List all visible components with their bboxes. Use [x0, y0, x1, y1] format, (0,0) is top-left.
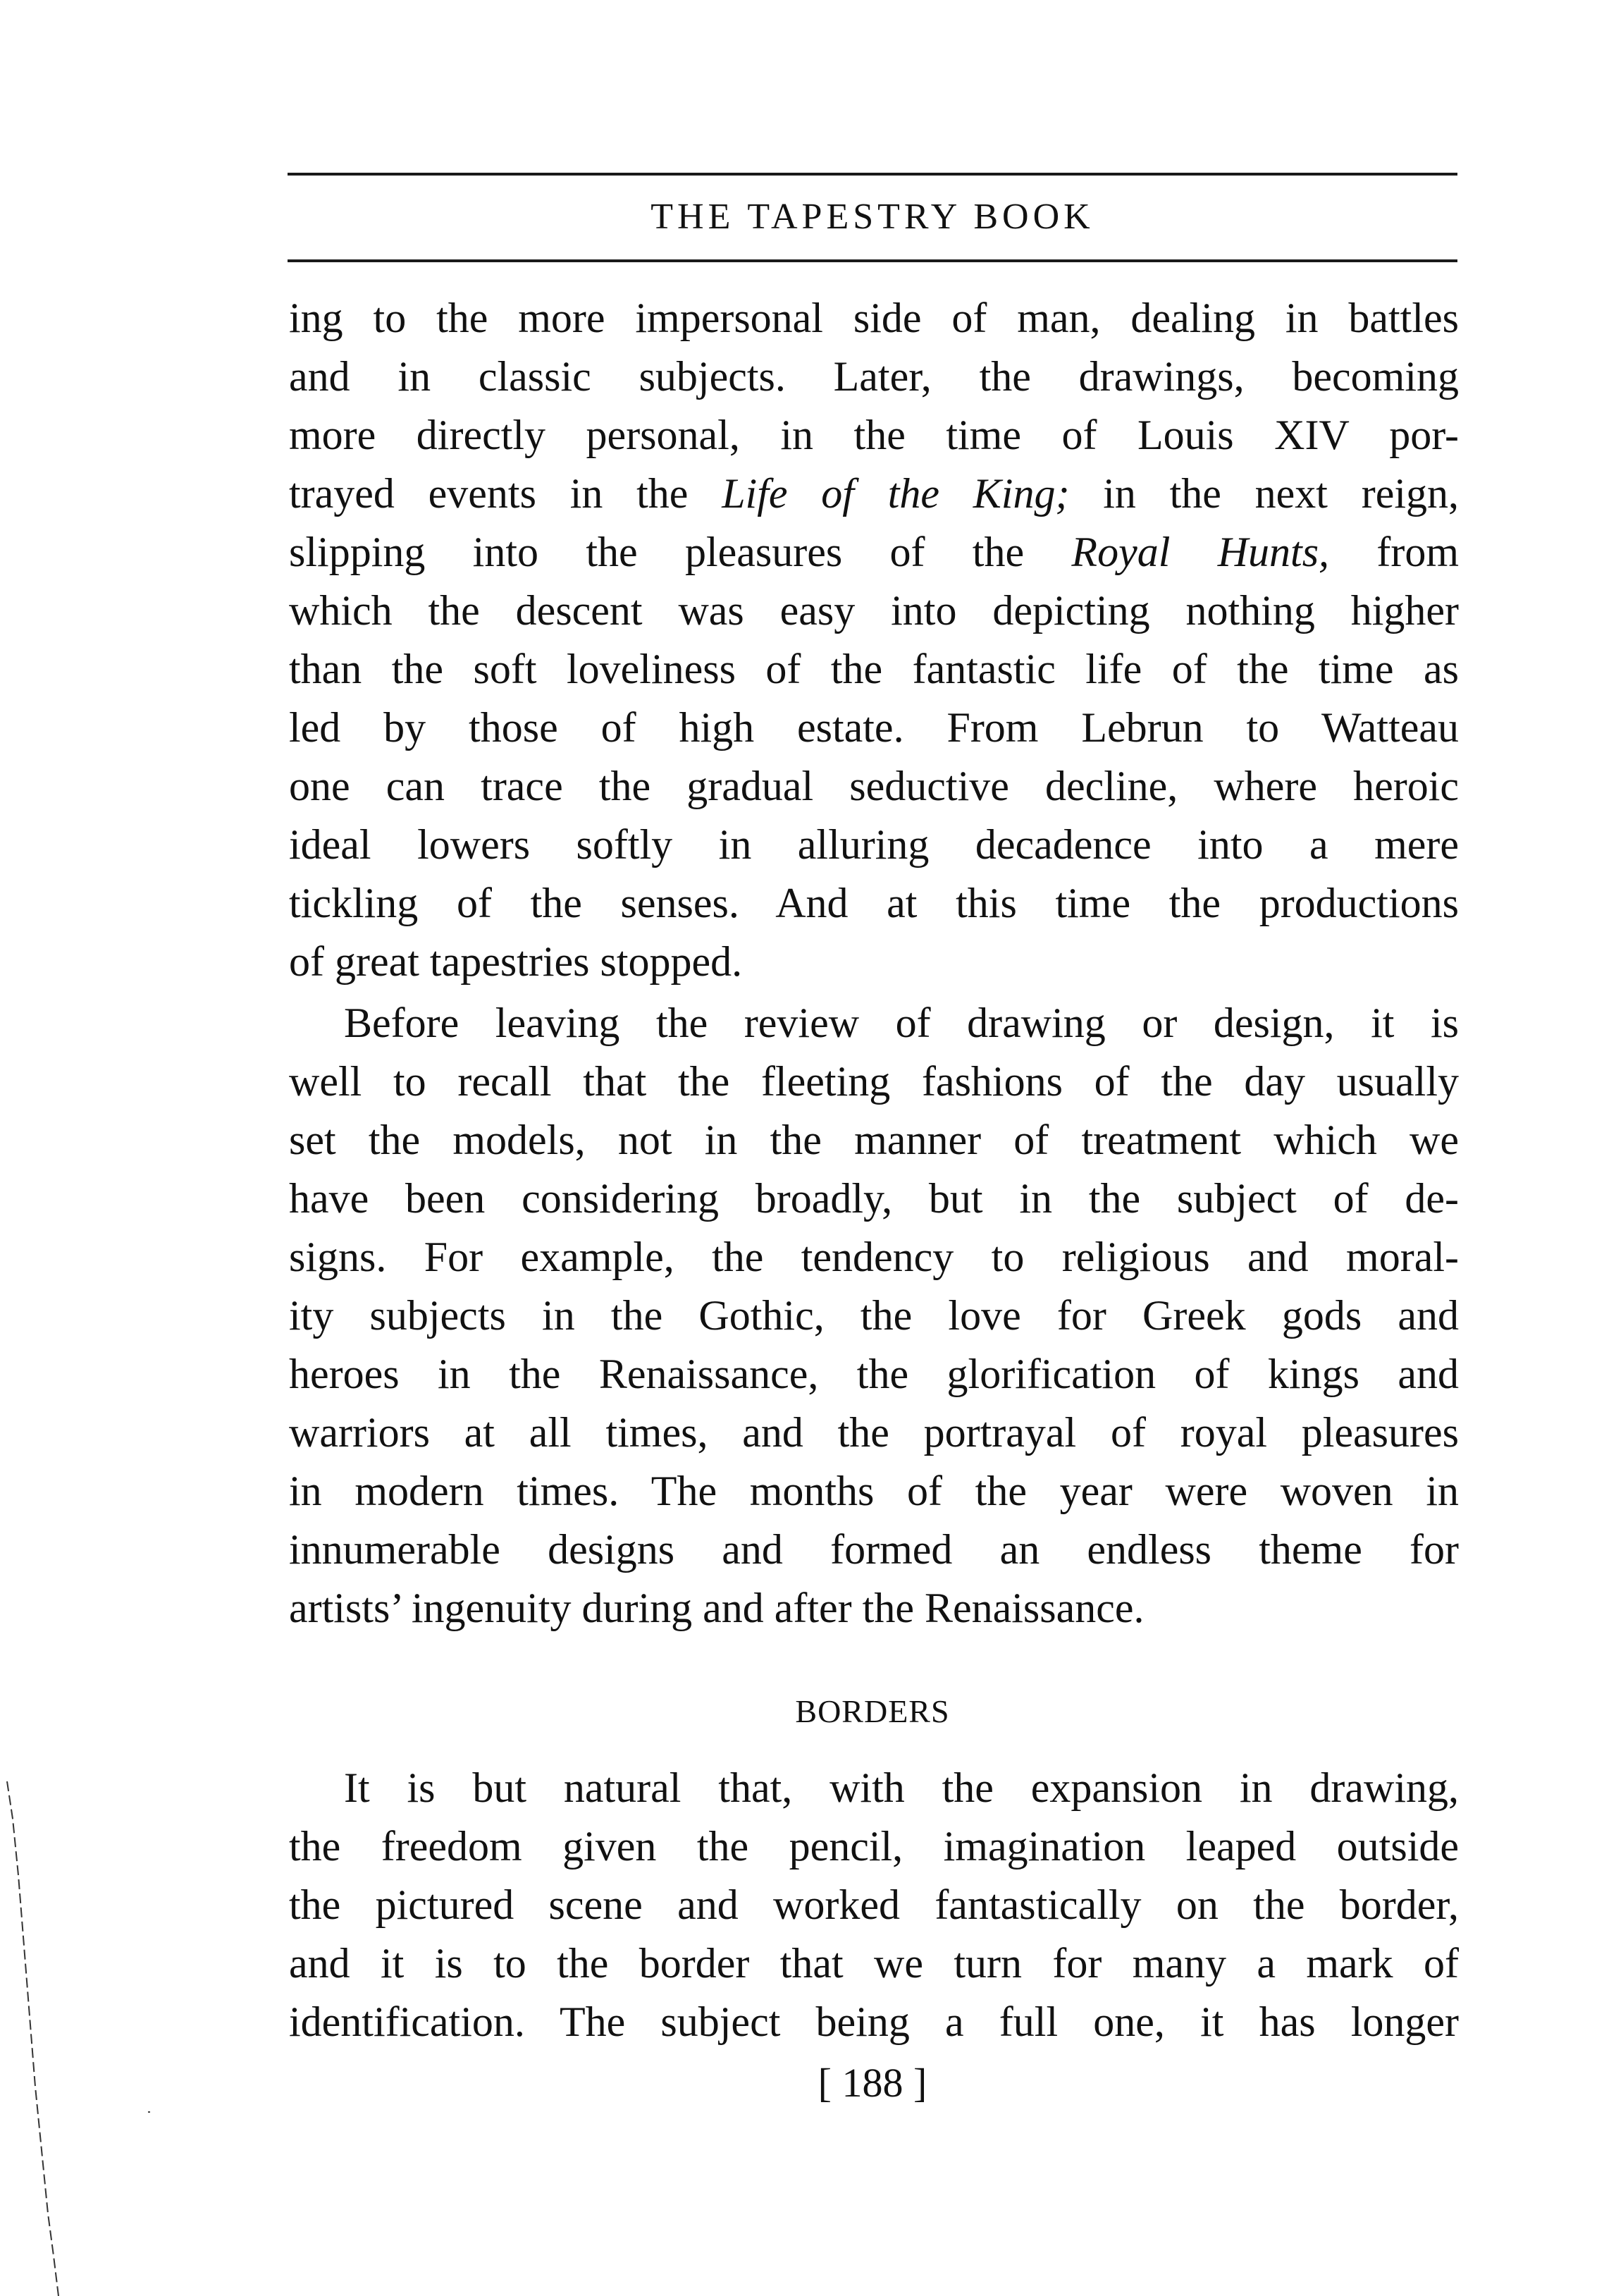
text-line: It is but natural that, with the expansion in drawing, — [344, 1764, 1459, 1811]
text-line: the freedom given the pencil, imagination leaped outside — [289, 1823, 1459, 1870]
text-run: trayed events in the — [289, 470, 722, 517]
paragraph-continuation — [289, 289, 1459, 991]
text-line — [289, 523, 1459, 582]
paragraph — [289, 994, 1459, 1638]
paragraph — [289, 1759, 1459, 2051]
text-run: slipping into the pleasures of the — [289, 529, 1072, 575]
text-run: in the next reign, — [1069, 470, 1460, 517]
text-line: innumerable designs and formed an endless theme for — [289, 1526, 1459, 1573]
text-line: more directly personal, in the time of Louis XIV por- — [289, 412, 1459, 458]
header-rule-top — [288, 173, 1457, 176]
text-line: have been considering broadly, but in the subject of de- — [289, 1175, 1459, 1222]
section-heading: BORDERS — [795, 1693, 950, 1729]
header-rule-bottom — [288, 259, 1457, 262]
text-line: led by those of high estate. From Lebrun to Watteau — [289, 704, 1459, 751]
text-line: ideal lowers softly in alluring decadence into a mere — [289, 821, 1459, 868]
italic-title-royal-hunts: Royal Hunts, — [1071, 529, 1330, 575]
text-line: ity subjects in the Gothic, the love for Greek gods and — [289, 1292, 1459, 1339]
text-line: in modern times. The months of the year were woven in — [289, 1468, 1459, 1514]
text-line: well to recall that the fleeting fashions of the day usually — [289, 1058, 1459, 1105]
text-line: of great tapestries stopped. — [289, 938, 743, 985]
text-line: Before leaving the review of drawing or design, it is — [344, 1000, 1459, 1046]
text-line: set the models, not in the manner of treatment which we — [289, 1117, 1459, 1163]
text-line: the pictured scene and worked fantastically on the border, — [289, 1881, 1459, 1928]
text-line: which the descent was easy into depicting nothing higher — [289, 587, 1459, 634]
text-line: ing to the more impersonal side of man, dealing in battles — [289, 295, 1459, 341]
italic-title-life-of-the-king: Life of the King; — [722, 470, 1070, 517]
text-line: tickling of the senses. And at this time the productions — [289, 880, 1459, 926]
text-line: signs. For example, the tendency to religious and moral- — [289, 1234, 1459, 1280]
text-line: identification. The subject being a full one, it has longer — [289, 1999, 1459, 2045]
text-line: warriors at all times, and the portrayal of royal pleasures — [289, 1409, 1459, 1456]
text-line — [289, 465, 1459, 523]
text-line: one can trace the gradual seductive decline, where heroic — [289, 763, 1459, 809]
text-run: from — [1329, 529, 1459, 575]
text-line: and it is to the border that we turn for many a mark of — [289, 1940, 1459, 1987]
page-number: [ 188 ] — [818, 2060, 927, 2106]
text-line: artists’ ingenuity during and after the Renaissance. — [289, 1585, 1145, 1631]
running-head: THE TAPESTRY BOOK — [650, 197, 1094, 237]
text-line: heroes in the Renaissance, the glorification of kings and — [289, 1351, 1459, 1397]
text-line: than the soft loveliness of the fantastic life of the time as — [289, 646, 1459, 692]
text-line: and in classic subjects. Later, the drawings, becoming — [289, 353, 1459, 400]
